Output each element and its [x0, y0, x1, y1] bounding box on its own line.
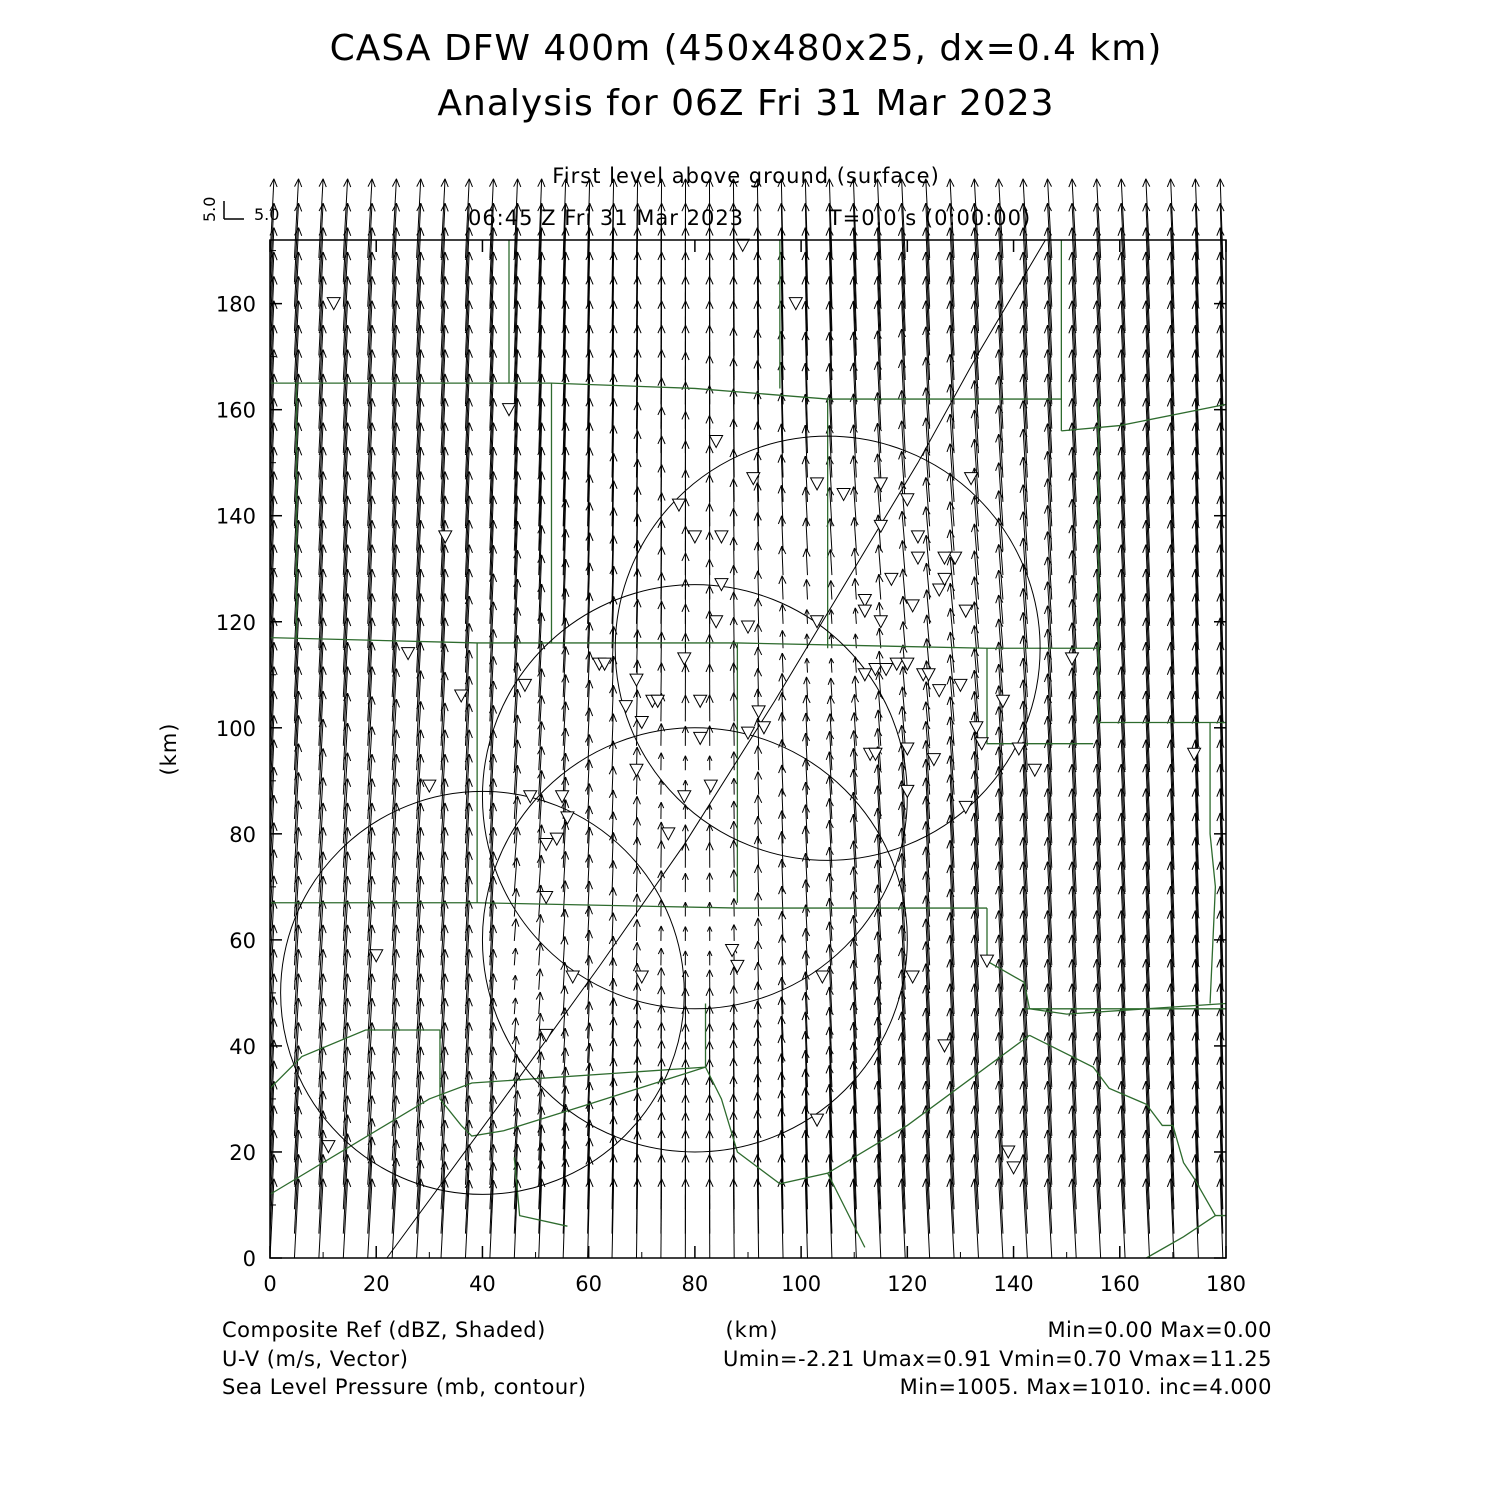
wind-vector — [900, 569, 907, 600]
station-marker — [911, 531, 924, 543]
wind-vector — [658, 948, 663, 965]
station-marker — [757, 722, 770, 734]
wind-vector — [512, 888, 519, 916]
wind-vector — [633, 919, 640, 941]
wind-vector — [804, 677, 810, 697]
wind-vector — [609, 887, 616, 916]
station-marker — [906, 971, 919, 983]
station-marker — [858, 605, 871, 617]
station-marker — [906, 600, 919, 612]
x-tick-label: 100 — [781, 1272, 822, 1296]
wind-vector — [755, 598, 762, 624]
station-marker — [694, 732, 707, 744]
station-marker — [816, 971, 829, 983]
wind-vector — [731, 778, 736, 794]
station-marker — [322, 1141, 335, 1153]
wind-vector — [755, 892, 762, 916]
wind-vector — [707, 756, 712, 770]
wind-vector — [827, 549, 834, 575]
wind-vector — [658, 723, 665, 745]
station-markers — [322, 239, 1201, 1174]
station-marker — [736, 239, 749, 251]
station-marker — [789, 298, 802, 310]
station-marker — [933, 685, 946, 697]
wind-vector — [610, 1179, 617, 1258]
y-tick-label: 160 — [215, 398, 256, 423]
chart-title: CASA DFW 400m (450x480x25, dx=0.4 km) — [329, 28, 1163, 69]
wind-vector — [1217, 1179, 1224, 1258]
station-marker — [710, 616, 723, 628]
wind-vector — [562, 618, 569, 673]
wind-vector — [755, 746, 762, 770]
station-marker — [880, 663, 893, 675]
wind-vector — [707, 951, 712, 965]
wind-vector — [754, 865, 761, 892]
wind-vector — [658, 753, 663, 770]
wind-vector — [779, 576, 786, 600]
wind-vector — [682, 825, 688, 844]
wind-vector — [971, 496, 978, 550]
pressure-contour — [387, 240, 1046, 1258]
wind-vector — [682, 726, 688, 746]
pressure-contour — [482, 585, 907, 1009]
wind-vector — [805, 658, 810, 672]
footer-field1-stats: Min=0.00 Max=0.00 — [1047, 1318, 1272, 1342]
county-boundary — [828, 1173, 865, 1247]
wind-vector — [754, 962, 761, 990]
wind-vector — [707, 873, 713, 892]
station-marker — [704, 780, 717, 792]
wind-vector — [707, 824, 713, 843]
wind-vector — [755, 918, 762, 941]
wind-vector — [923, 702, 930, 746]
station-marker — [1007, 1162, 1020, 1174]
station-marker — [874, 616, 887, 628]
station-marker — [630, 764, 643, 776]
footer-field1-name: Composite Ref (dBZ, Shaded) — [222, 1318, 546, 1342]
wind-vector — [513, 858, 520, 892]
station-marker — [402, 648, 415, 660]
station-marker — [518, 679, 531, 691]
wind-vector — [755, 772, 762, 795]
station-marker — [715, 531, 728, 543]
y-tick-label: 60 — [229, 928, 256, 953]
wind-vector — [754, 816, 761, 843]
wind-vector — [633, 942, 640, 965]
wind-vector — [683, 756, 688, 770]
wind-vector — [828, 580, 834, 599]
wind-vector — [730, 840, 737, 868]
wind-vector — [731, 925, 736, 941]
wind-vector — [658, 802, 663, 819]
wind-vector — [852, 578, 859, 599]
wind-vector — [513, 975, 518, 989]
station-marker — [959, 801, 972, 813]
station-marker — [1002, 1146, 1015, 1158]
station-marker — [540, 891, 553, 903]
wind-vector — [852, 676, 859, 697]
wind-vector — [805, 634, 810, 648]
wind-vector — [562, 1179, 569, 1258]
y-tick-label: 40 — [229, 1034, 256, 1059]
station-marker — [858, 669, 871, 681]
footer-field3-stats: Min=1005. Max=1010. inc=4.000 — [899, 1375, 1272, 1399]
wind-vector — [730, 870, 737, 893]
x-tick-label: 20 — [362, 1272, 390, 1296]
x-tick-label: 180 — [1205, 1272, 1247, 1296]
wind-vector — [851, 517, 858, 550]
wind-vector — [779, 673, 786, 697]
wind-vector — [707, 970, 713, 990]
wind-vector — [633, 817, 640, 843]
footer-field2-name: U-V (m/s, Vector) — [222, 1347, 409, 1371]
x-tick-label: 120 — [887, 1272, 928, 1296]
wind-vector — [512, 948, 517, 965]
wind-vector — [947, 473, 954, 526]
station-marker — [996, 695, 1009, 707]
wind-vector — [536, 992, 543, 1014]
station-marker — [1028, 764, 1041, 776]
station-marker — [1065, 653, 1078, 665]
wind-vector — [536, 914, 543, 941]
county-boundary — [1061, 404, 1226, 431]
wind-vector — [659, 926, 664, 941]
footer-field2-stats: Umin=-2.21 Umax=0.91 Vmin=0.70 Vmax=11.25 — [722, 1347, 1272, 1371]
station-marker — [752, 706, 765, 718]
station-marker — [911, 552, 924, 564]
y-tick-label: 120 — [215, 610, 256, 635]
forecast-time-label: T=0.0 s (0:00:00) — [828, 206, 1032, 230]
wind-vector — [755, 941, 762, 965]
station-marker — [938, 1040, 951, 1052]
wind-vector — [754, 836, 761, 868]
station-marker — [710, 435, 723, 447]
wind-vector — [682, 695, 689, 721]
station-marker — [327, 298, 340, 310]
station-marker — [630, 674, 643, 686]
wind-vector — [755, 647, 762, 673]
wind-vector — [513, 998, 518, 1014]
station-marker — [885, 573, 898, 585]
station-marker — [811, 1114, 824, 1126]
station-marker — [1188, 748, 1201, 760]
station-marker — [938, 552, 951, 564]
wind-vector — [754, 542, 761, 575]
station-marker — [959, 605, 972, 617]
wind-vector — [706, 842, 713, 867]
valid-time-label: 06:45 Z Fri 31 Mar 2023 — [467, 206, 745, 230]
station-marker — [694, 695, 707, 707]
wind-vector — [658, 822, 665, 843]
county-boundary — [270, 903, 987, 908]
station-marker — [439, 531, 452, 543]
wind-vector — [779, 653, 785, 673]
station-marker — [423, 780, 436, 792]
wind-vector — [538, 1179, 545, 1258]
wind-vector — [829, 658, 834, 672]
station-marker — [619, 701, 632, 713]
wind-vectors — [270, 179, 1224, 1258]
wind-vector — [877, 628, 883, 648]
x-axis-label: (km) — [725, 1318, 779, 1342]
wind-vector — [731, 752, 737, 771]
wind-vector — [586, 1179, 593, 1258]
wind-vector — [707, 927, 712, 941]
wind-vector — [779, 604, 785, 624]
station-marker — [837, 489, 850, 501]
county-boundary — [1210, 722, 1215, 1003]
wind-vector — [731, 801, 737, 819]
county-boundary — [270, 383, 1061, 399]
wind-vector — [683, 902, 688, 916]
station-marker — [954, 679, 967, 691]
y-axis-label: (km) — [157, 722, 181, 776]
vector-key-u-label: 5.0 — [254, 205, 280, 224]
station-marker — [540, 838, 553, 850]
wind-vector — [512, 919, 519, 941]
wind-vector — [537, 885, 544, 917]
y-tick-label: 100 — [215, 716, 256, 741]
wind-vector — [804, 579, 810, 599]
chart-subtitle: Analysis for 06Z Fri 31 Mar 2023 — [437, 83, 1055, 124]
wind-vector — [755, 795, 762, 819]
wind-vector — [754, 668, 761, 697]
wind-vector — [829, 609, 834, 623]
y-tick-label: 140 — [215, 504, 256, 529]
station-marker — [933, 584, 946, 596]
station-marker — [688, 531, 701, 543]
wind-vector — [536, 969, 543, 990]
x-tick-label: 60 — [575, 1272, 603, 1296]
vector-key — [200, 197, 279, 224]
county-boundary — [1146, 1216, 1215, 1258]
wind-vector — [536, 943, 543, 966]
station-marker — [678, 653, 691, 665]
wind-vector — [876, 574, 883, 599]
county-boundary — [1099, 399, 1226, 722]
station-marker — [726, 944, 739, 956]
wind-vector — [561, 909, 568, 941]
station-marker — [970, 722, 983, 734]
wind-vector — [512, 1018, 519, 1039]
y-tick-label: 20 — [229, 1140, 256, 1165]
wind-vector — [900, 621, 907, 648]
wind-vector — [682, 873, 688, 892]
wind-vector — [633, 866, 640, 892]
wind-vector — [561, 936, 568, 965]
wind-vector — [853, 608, 858, 624]
wind-vector — [875, 545, 882, 575]
wind-vector — [803, 518, 810, 551]
wind-vector — [853, 657, 858, 673]
station-marker — [874, 520, 887, 532]
county-boundaries — [270, 240, 1226, 1258]
station-marker — [731, 960, 744, 972]
wind-vector — [826, 1179, 833, 1258]
wind-vector — [802, 394, 809, 453]
y-tick-label: 180 — [215, 292, 256, 317]
wind-vector — [683, 951, 688, 965]
station-marker — [811, 478, 824, 490]
station-marker — [662, 828, 675, 840]
x-tick-label: 80 — [681, 1272, 709, 1296]
wind-vector — [780, 630, 786, 648]
station-marker — [981, 955, 994, 967]
pressure-contour — [482, 728, 907, 1152]
wind-vector — [828, 678, 834, 697]
x-tick-label: 140 — [993, 1272, 1034, 1296]
y-tick-label: 80 — [229, 822, 256, 847]
wind-vector — [947, 444, 954, 502]
wind-vector — [802, 1179, 809, 1258]
station-marker — [503, 404, 516, 416]
wind-vector — [803, 549, 810, 575]
wind-vector — [706, 695, 713, 722]
wind-vector — [778, 516, 785, 551]
wind-vector — [730, 723, 737, 746]
wind-vector — [923, 448, 930, 502]
wind-vector — [779, 546, 786, 575]
station-marker — [715, 579, 728, 591]
y-tick-label: 0 — [242, 1247, 256, 1271]
wind-vector — [778, 1179, 785, 1258]
wind-vector — [538, 722, 545, 771]
wind-vector — [707, 902, 712, 916]
wind-vector — [755, 624, 762, 648]
x-tick-label: 40 — [469, 1272, 496, 1296]
station-marker — [566, 971, 579, 983]
wind-vector — [633, 796, 640, 819]
wind-vector — [658, 841, 665, 868]
level-label: First level above ground (surface) — [552, 164, 940, 188]
footer-field3-name: Sea Level Pressure (mb, contour) — [222, 1375, 587, 1399]
wind-vector — [658, 968, 665, 990]
x-tick-label: 0 — [263, 1272, 277, 1296]
station-marker — [672, 499, 685, 511]
wind-vector — [683, 927, 688, 941]
x-tick-label: 160 — [1099, 1272, 1140, 1296]
vector-key-v-label: 5.0 — [200, 196, 219, 222]
station-marker — [742, 621, 755, 633]
